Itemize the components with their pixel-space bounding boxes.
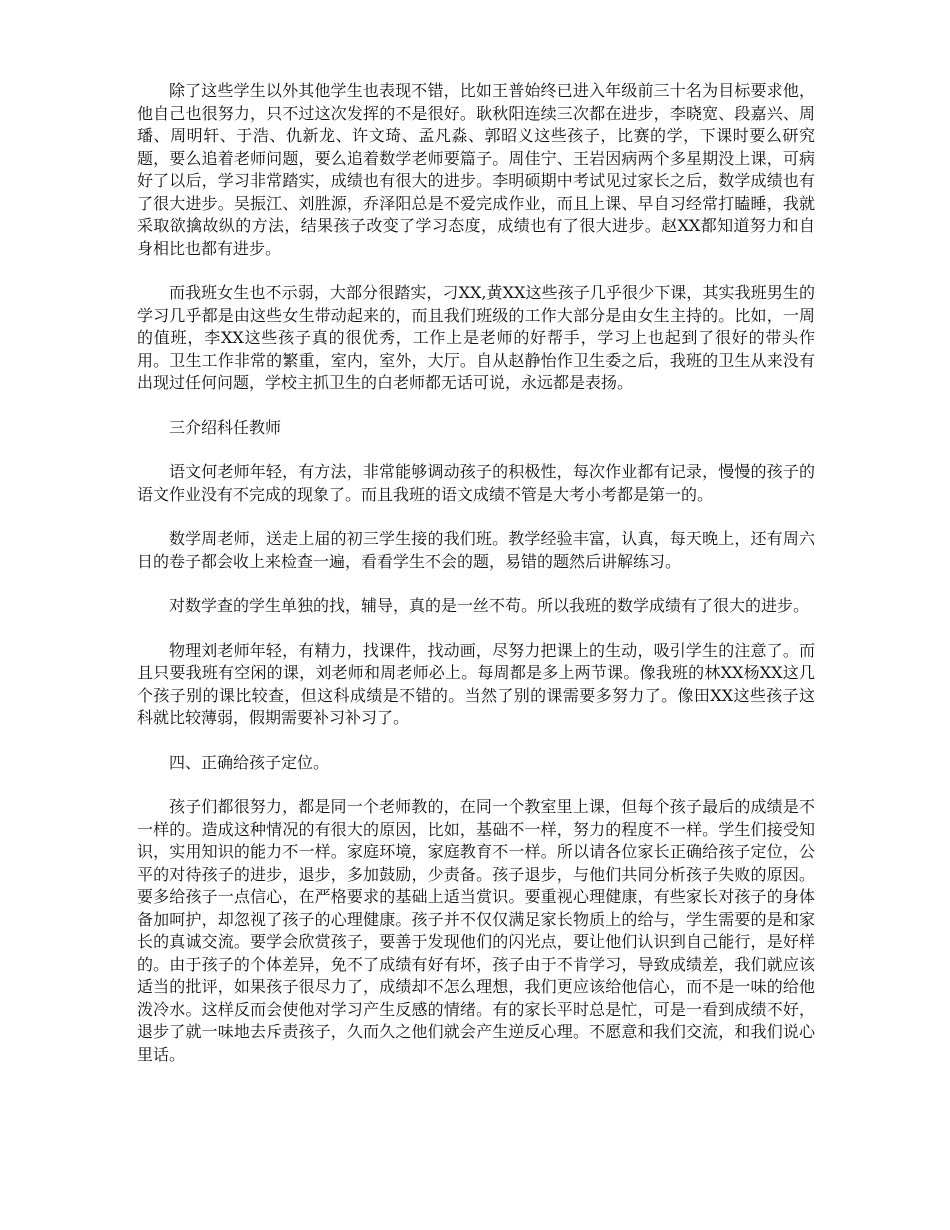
section-heading-teachers: 三介绍科任教师 — [169, 417, 282, 437]
section-heading-positioning: 四、正确给孩子定位。 — [169, 752, 330, 772]
paragraph-physics-teacher: 物理刘老师年轻，有精力，找课件，找动画，尽努力把课上的生动，吸引学生的注意了。而且只要我班有空闲的课，刘老师和周老师必上。每周都是多上两节课。像我班的林XX杨XX这几个孩子别的课比较查，但这科成绩是不错的。当然了别的课需要多努力了。像田XX这些孩子这科就比较薄弱，假期需要补习补习了。 — [137, 640, 815, 727]
paragraph-girls: 而我班女生也不示弱，大部分很踏实，刁XX,黄XX这些孩子几乎很少下课，其实我班男生的学习几乎都是由这些女生带动起来的，而且我们班级的工作大部分是由女生主持的。比如，一周的值班，李XX这些孩子真的很优秀，工作上是老师的好帮手，学习上也起到了很好的带头作用。卫生工作非常的繁重，室内，室外，大厅。自从赵静怡作卫生委之后，我班的卫生从来没有出现过任何问题，学校主抓卫生的白老师都无话可说，永远都是表扬。 — [137, 283, 815, 392]
paragraph-positioning: 孩子们都很努力，都是同一个老师教的，在同一个教室里上课，但每个孩子最后的成绩是不一样的。造成这种情况的有很大的原因，比如，基础不一样，努力的程度不一样。学生们接受知识，实用知识的能力不一样。家庭环境，家庭教育不一样。所以请各位家长正确给孩子定位，公平的对待孩子的进步，退步，多加鼓励，少责备。孩子退步，与他们共同分析孩子失败的原因。要多给孩子一点信心，在严格要求的基础上适当赏识。要重视心理健康，有些家长对孩子的身体备加呵护，却忽视了孩子的心理健康。孩子并不仅仅满足家长物质上的给与，学生需要的是和家长的真诚交流。要学会欣赏孩子，要善于发现他们的闪光点，要让他们认识到自己能行，是好样的。由于孩子的个体差异，免不了成绩有好有坏，孩子由于不肯学习，导致成绩差，我们就应该适当的批评，如果孩子很尽力了，成绩却不怎么理想，我们更应该给他信心，而不是一味的给他泼冷水。这样反而会使他对学习产生反感的情绪。有的家长平时总是忙，可是一看到成绩不好，退步了就一味地去斥责孩子，久而久之他们就会产生逆反心理。不愿意和我们交流，和我们说心里话。 — [137, 797, 815, 1064]
paragraph-math-tutoring: 对数学查的学生单独的找，辅导，真的是一丝不苟。所以我班的数学成绩有了很大的进步。 — [169, 596, 810, 615]
paragraph-chinese-teacher: 语文何老师年轻，有方法，非常能够调动孩子的积极性，每次作业都有记录，慢慢的孩子的语文作业没有不完成的现象了。而且我班的语文成绩不管是大考小考都是第一的。 — [137, 462, 815, 504]
paragraph-other-students: 除了这些学生以外其他学生也表现不错，比如王普始终已进入年级前三十名为目标要求他，他自己也很努力，只不过这次发挥的不是很好。耿秋阳连续三次都在进步，李晓宽、段嘉兴、周璠、周明轩、于浩、仇新龙、许文琦、孟凡淼、郭昭义这些孩子，比赛的学，下课时要么研究题，要么追着老师问题，要么追着数学老师要篇子。周佳宁、王岩因病两个多星期没上课，可病好了以后，学习非常踏实，成绩也有很大的进步。李明硕期中考试见过家长之后，数学成绩也有了很大进步。吴振江、刘胜源，乔泽阳总是不爱完成作业，而且上课、早自习经常打瞌睡，我就采取欲擒故纵的方法，结果孩子改变了学习态度，成绩也有了很大进步。赵XX都知道努力和自身相比也都有进步。 — [137, 81, 815, 258]
paragraph-math-teacher: 数学周老师，送走上届的初三学生接的我们班。教学经验丰富，认真，每天晚上，还有周六日的卷子都会收上来检查一遍，看看学生不会的题，易错的题然后讲解练习。 — [137, 529, 815, 571]
